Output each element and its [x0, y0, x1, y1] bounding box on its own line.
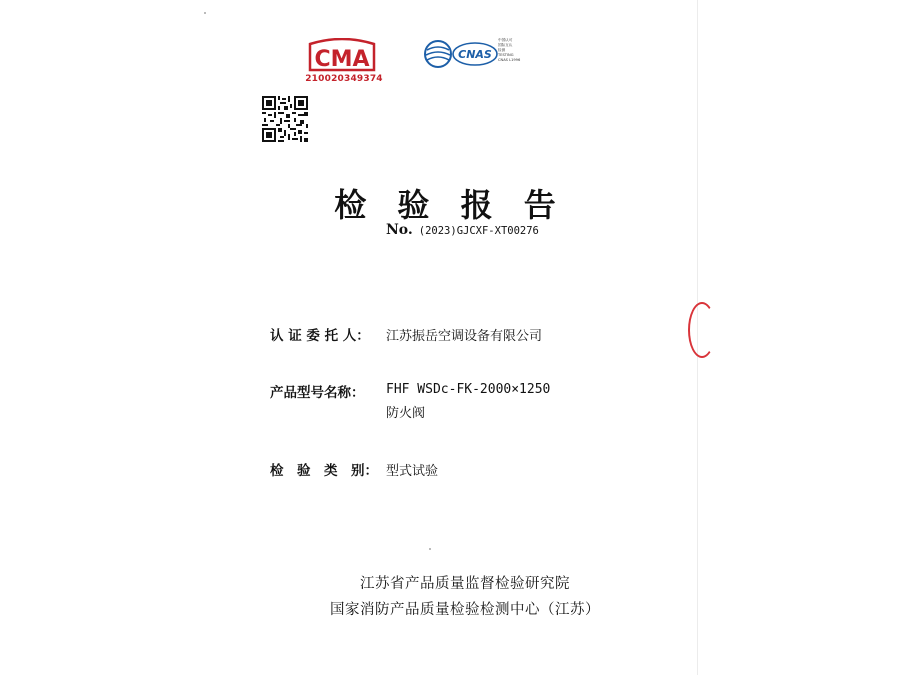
- org-line-2: 国家消防产品质量检验检测中心（江苏）: [330, 602, 600, 618]
- cnas-small-line: 国际互认: [498, 43, 513, 47]
- cnas-small-line: 检测: [498, 48, 506, 52]
- cnas-logo-text: CNAS: [458, 48, 492, 61]
- product-label: 产品型号名称：: [270, 385, 365, 401]
- inspection-type-label: 检 验 类 别：: [270, 463, 378, 479]
- client-label: 认 证 委 托 人：: [270, 328, 370, 344]
- report-title: 检 验 报 告: [334, 186, 566, 224]
- scan-speck: [429, 548, 431, 550]
- cnas-small-line: CNAS L1996: [498, 58, 521, 62]
- scan-speck: [204, 12, 206, 14]
- product-model: FHF WSDc-FK-2000×1250: [386, 382, 551, 397]
- cnas-small-line: TESTING: [498, 53, 514, 57]
- client-value: 江苏振岳空调设备有限公司: [386, 329, 543, 344]
- org-line-1: 江苏省产品质量监督检验研究院: [360, 576, 570, 592]
- report-number-value: (2023)GJCXF-XT00276: [418, 225, 539, 237]
- product-name: 防火阀: [386, 406, 426, 421]
- report-number: [386, 222, 539, 238]
- qr-code: [262, 96, 308, 142]
- cma-logo-text: CMA: [314, 47, 370, 72]
- page-edge: [697, 0, 900, 675]
- cnas-small-line: 中国认可: [498, 38, 513, 42]
- red-stamp-fragment: [688, 302, 716, 358]
- report-number-label: No.: [386, 222, 413, 238]
- cnas-small-text: [498, 38, 528, 63]
- cma-number: 210020349374: [305, 74, 383, 84]
- inspection-type-value: 型式试验: [386, 464, 439, 479]
